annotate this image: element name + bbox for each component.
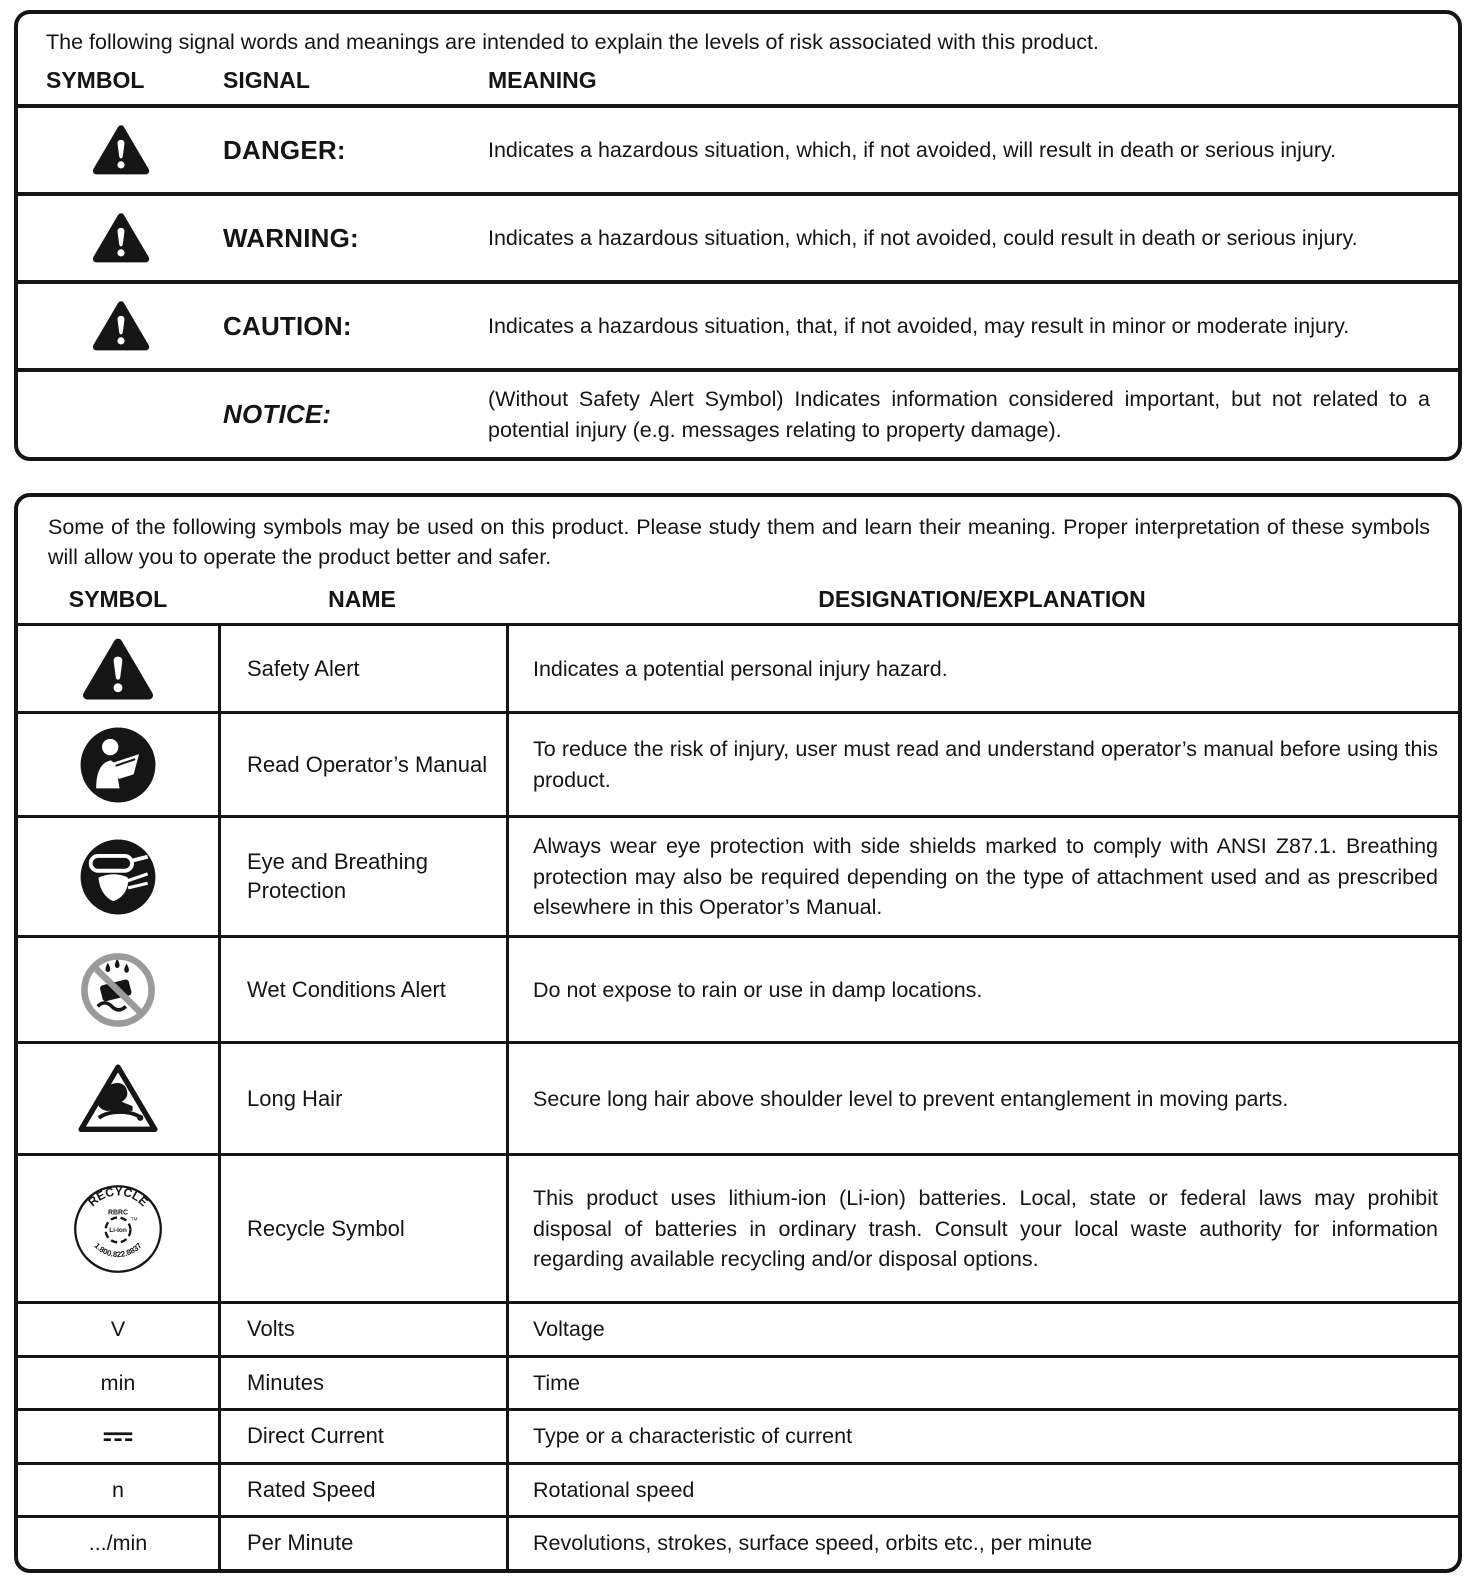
signal-meaning-text: Indicates a hazardous situation, which, if not avoided, could result in death or serious injury.: [488, 225, 1358, 250]
symbol-explanation-cell: [506, 1304, 1458, 1355]
symbol-glyph-minutes: min: [100, 1370, 136, 1395]
signal-meaning-cell: [488, 196, 1458, 280]
signal-meaning-text: (Without Safety Alert Symbol) Indicates information considered important, but not related to a potential injury (e.g. messages relating to property damage).: [488, 387, 1430, 442]
symbol-cell: [18, 1156, 218, 1301]
symbol-explanation: Voltage: [533, 1317, 605, 1342]
signal-header-row: [18, 61, 1458, 104]
symbol-explanation: Secure long hair above shoulder level to prevent entanglement in moving parts.: [533, 1086, 1289, 1111]
symbol-cell: [18, 1518, 218, 1569]
symbol-cell: [18, 1304, 218, 1355]
symbol-name: Per Minute: [218, 1518, 506, 1569]
long-hair-icon: [75, 1061, 161, 1136]
symbol-name: Minutes: [218, 1358, 506, 1409]
symbol-explanation-cell: [506, 626, 1458, 711]
symbol-explanation: Type or a characteristic of current: [533, 1424, 853, 1449]
product-symbols-table: [14, 493, 1462, 1573]
symbols-header-row: [18, 580, 1458, 623]
symbol-name: Direct Current: [218, 1411, 506, 1462]
signal-meaning-text: Indicates a hazardous situation, that, if not avoided, may result in minor or moderate injury.: [488, 313, 1350, 338]
symbol-row-per-minute: [18, 1515, 1458, 1569]
signal-symbol-cell: [18, 284, 223, 368]
symbol-row-read-manual: [18, 711, 1458, 815]
recycle-tm-text: TM: [130, 1216, 138, 1222]
signal-symbol-cell: [18, 196, 223, 280]
recycle-rbrc-icon: [72, 1183, 164, 1275]
safety-alert-icon: [92, 124, 150, 176]
symbol-cell: [18, 818, 218, 935]
signal-word-danger: DANGER:: [223, 134, 346, 165]
symbol-name: Wet Conditions Alert: [218, 938, 506, 1041]
signal-header-signal: SIGNAL: [223, 67, 310, 94]
symbols-header-name: NAME: [328, 586, 396, 613]
symbol-explanation: Revolutions, strokes, surface speed, orbits etc., per minute: [533, 1531, 1093, 1556]
symbol-explanation: This product uses lithium-ion (Li-ion) batteries. Local, state or federal laws may prohibit disposal of batteries in ordinary trash. Consult your local waste authority for information regarding available recycling and/or disposal options.: [533, 1186, 1438, 1272]
signal-table-intro: The following signal words and meanings are intended to explain the levels of risk associated with this product.: [46, 30, 1099, 54]
symbol-glyph-rated-speed: n: [112, 1477, 124, 1502]
signal-word-warning: WARNING:: [223, 222, 359, 253]
symbol-explanation: Do not expose to rain or use in damp locations.: [533, 977, 983, 1002]
symbol-name: Volts: [218, 1304, 506, 1355]
signal-symbol-cell: [18, 108, 223, 192]
symbol-explanation-cell: [506, 1156, 1458, 1301]
symbol-cell: [18, 1411, 218, 1462]
safety-alert-icon: [82, 637, 154, 701]
symbol-name: Eye and Breathing Protection: [218, 818, 506, 935]
signal-header-symbol: SYMBOL: [46, 67, 145, 94]
symbol-row-safety-alert: [18, 623, 1458, 711]
symbol-name: Safety Alert: [218, 626, 506, 711]
read-operators-manual-icon: [79, 726, 157, 804]
wet-conditions-icon: [79, 951, 157, 1029]
symbol-explanation-cell: [506, 818, 1458, 935]
symbol-row-minutes: [18, 1355, 1458, 1409]
symbol-explanation: Always wear eye protection with side shields marked to comply with ANSI Z87.1. Breathing protection may also be required depending on the type of attachment used and as prescribed elsewhere in this Operator’s Manual.: [533, 834, 1438, 920]
symbol-explanation-cell: [506, 714, 1458, 815]
signal-meaning-cell: [488, 372, 1458, 457]
symbol-explanation-cell: [506, 938, 1458, 1041]
symbol-explanation: Indicates a potential personal injury hazard.: [533, 656, 948, 681]
recycle-chemistry-text: Li-Ion: [109, 1227, 127, 1235]
symbol-explanation: Rotational speed: [533, 1477, 695, 1502]
symbol-row-long-hair: [18, 1041, 1458, 1153]
symbol-row-rated-speed: [18, 1462, 1458, 1516]
signal-header-meaning: MEANING: [488, 67, 597, 94]
symbol-glyph-per-minute: .../min: [88, 1531, 148, 1556]
symbol-name: Recycle Symbol: [218, 1156, 506, 1301]
signal-meaning-text: Indicates a hazardous situation, which, if not avoided, will result in death or serious injury.: [488, 137, 1337, 162]
symbol-explanation-cell: [506, 1044, 1458, 1153]
symbol-glyph-volts: V: [110, 1317, 126, 1342]
signal-symbol-cell-empty: [18, 372, 223, 457]
eye-breathing-protection-icon: [79, 838, 157, 916]
signal-words-table: [14, 10, 1462, 461]
symbol-row-wet-conditions: [18, 935, 1458, 1041]
signal-word-notice: NOTICE:: [223, 399, 332, 430]
symbol-explanation-cell: [506, 1411, 1458, 1462]
symbol-explanation-cell: [506, 1465, 1458, 1516]
recycle-arc-text: RECYCLE: [85, 1184, 151, 1210]
symbol-cell: [18, 626, 218, 711]
symbol-name: Read Operator’s Manual: [218, 714, 506, 815]
recycle-phone-text: 1.800.822.8837: [92, 1240, 144, 1259]
symbol-explanation: Time: [533, 1370, 580, 1395]
symbol-name: Long Hair: [218, 1044, 506, 1153]
symbol-explanation: To reduce the risk of injury, user must read and understand operator’s manual before using this product.: [533, 737, 1438, 792]
symbol-row-direct-current: [18, 1408, 1458, 1462]
signal-meaning-cell: [488, 108, 1458, 192]
symbols-header-explanation: DESIGNATION/EXPLANATION: [818, 586, 1146, 613]
symbol-cell: [18, 714, 218, 815]
symbol-row-eye-breathing: [18, 815, 1458, 935]
symbol-explanation-cell: [506, 1358, 1458, 1409]
signal-row-danger: [18, 104, 1458, 192]
symbol-name: Rated Speed: [218, 1465, 506, 1516]
symbols-header-symbol: SYMBOL: [68, 586, 168, 613]
safety-alert-icon: [92, 300, 150, 352]
symbol-cell: [18, 1044, 218, 1153]
direct-current-icon: [99, 1429, 137, 1444]
symbol-row-volts: [18, 1301, 1458, 1355]
symbol-cell: [18, 938, 218, 1041]
recycle-brand-text: RBRC: [108, 1209, 128, 1217]
signal-row-caution: [18, 280, 1458, 368]
signal-meaning-cell: [488, 284, 1458, 368]
signal-row-warning: [18, 192, 1458, 280]
symbol-cell: [18, 1465, 218, 1516]
symbol-cell: [18, 1358, 218, 1409]
symbol-explanation-cell: [506, 1518, 1458, 1569]
safety-alert-icon: [92, 212, 150, 264]
signal-word-caution: CAUTION:: [223, 310, 352, 341]
symbol-row-recycle: [18, 1153, 1458, 1301]
symbols-table-intro: Some of the following symbols may be used on this product. Please study them and learn their meaning. Proper interpretation of these symbols will allow you to operate the product better and safer.: [48, 515, 1430, 569]
signal-row-notice: [18, 368, 1458, 457]
